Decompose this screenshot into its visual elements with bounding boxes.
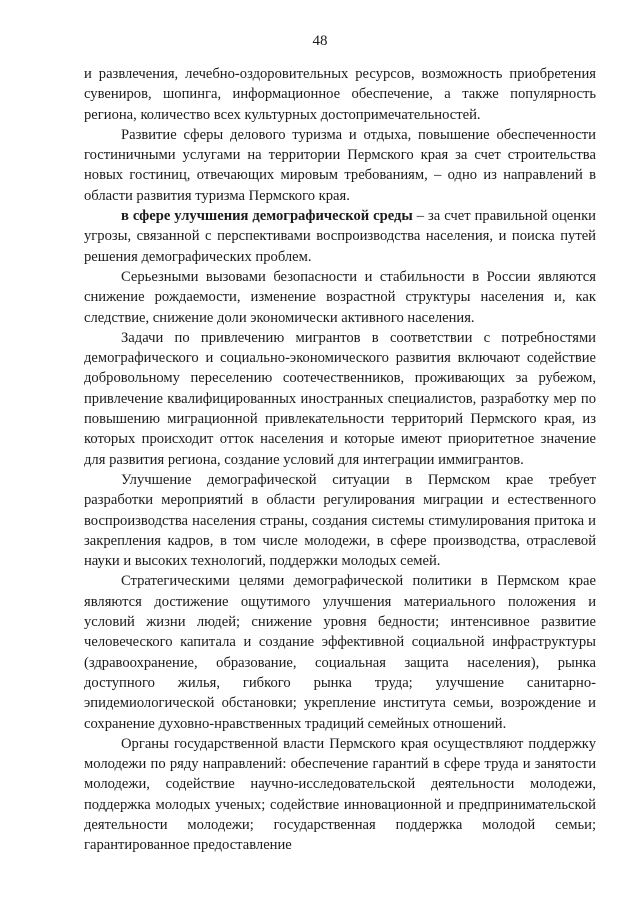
paragraph-migrants: Задачи по привлечению мигрантов в соответствии с потребностями демографического и социально-экономического развития включают содействие добровольному переселению соотечественников, проживающих за рубежом, привлечение квалифицированных иностранных специалистов, разработку мер по повышению миграционной привлекательности территорий Пермского края, из которых происходит отток населения и которые имеют приоритетное значение для развития региона, создание условий для интеграции иммигрантов.: [84, 329, 596, 468]
paragraph-demographic-situation: Улучшение демографической ситуации в Пермском крае требует разработки мероприятий в области регулирования миграции и естественного воспроизводства населения страны, создания системы стимулирования притока и закрепления кадров, в том числе молодежи, в сфере производства, отраслевой науки и высоких технологий, поддержки молодых семей.: [84, 471, 596, 570]
paragraph-continuation: и развлечения, лечебно-оздоровительных ресурсов, возможность приобретения сувениров, шопинга, информационное обеспечение, а также популярность региона, количество всех культурных достопримечательностей.: [84, 66, 596, 123]
paragraph-security-challenges: Серьезными вызовами безопасности и стабильности в России являются снижение рождаемости, изменение возрастной структуры населения и, как следствие, снижение доли экономически активного населения.: [84, 268, 596, 326]
section-heading-demographic: в сфере улучшения демографической среды: [121, 208, 413, 225]
paragraph-demographic-text: – за счет правильной оценки угрозы, связанной с перспективами воспроизводства населения, и поиска путей решения демографических проблем.: [84, 208, 596, 265]
paragraph-demographic-environment: [84, 206, 596, 267]
paragraph-business-tourism: Развитие сферы делового туризма и отдыха, повышение обеспеченности гостиничными услугами на территории Пермского края за счет строительства новых гостиниц, отвечающих мировым требованиям, – одно из направлений в области развития туризма Пермского края.: [84, 126, 596, 204]
paragraph-strategic-goals: Стратегическими целями демографической политики в Пермском крае являются достижение ощутимого улучшения материального положения и условий жизни людей; снижение уровня бедности; интенсивное развитие человеческого капитала и создание эффективной социальной инфраструктуры (здравоохранение, образование, социальная защита населения), рынка доступного жилья, гибкого рынка труда; улучшение санитарно-эпидемиологической обстановки; укрепление института семьи, возрождение и сохранение духовно-нравственных традиций семейных отношений.: [84, 573, 596, 732]
paragraph-youth-support: Органы государственной власти Пермского края осуществляют поддержку молодежи по ряду направлений: обеспечение гарантий в сфере труда и занятости молодежи, содействие научно-исследовательской деятельности молодежи, поддержка молодых ученых; содействие инновационной и предпринимательской деятельности молодежи; государственная поддержка молодой семьи; гарантированное предоставление: [84, 735, 596, 854]
page-number: 48: [312, 33, 328, 49]
document-body: [84, 64, 596, 856]
